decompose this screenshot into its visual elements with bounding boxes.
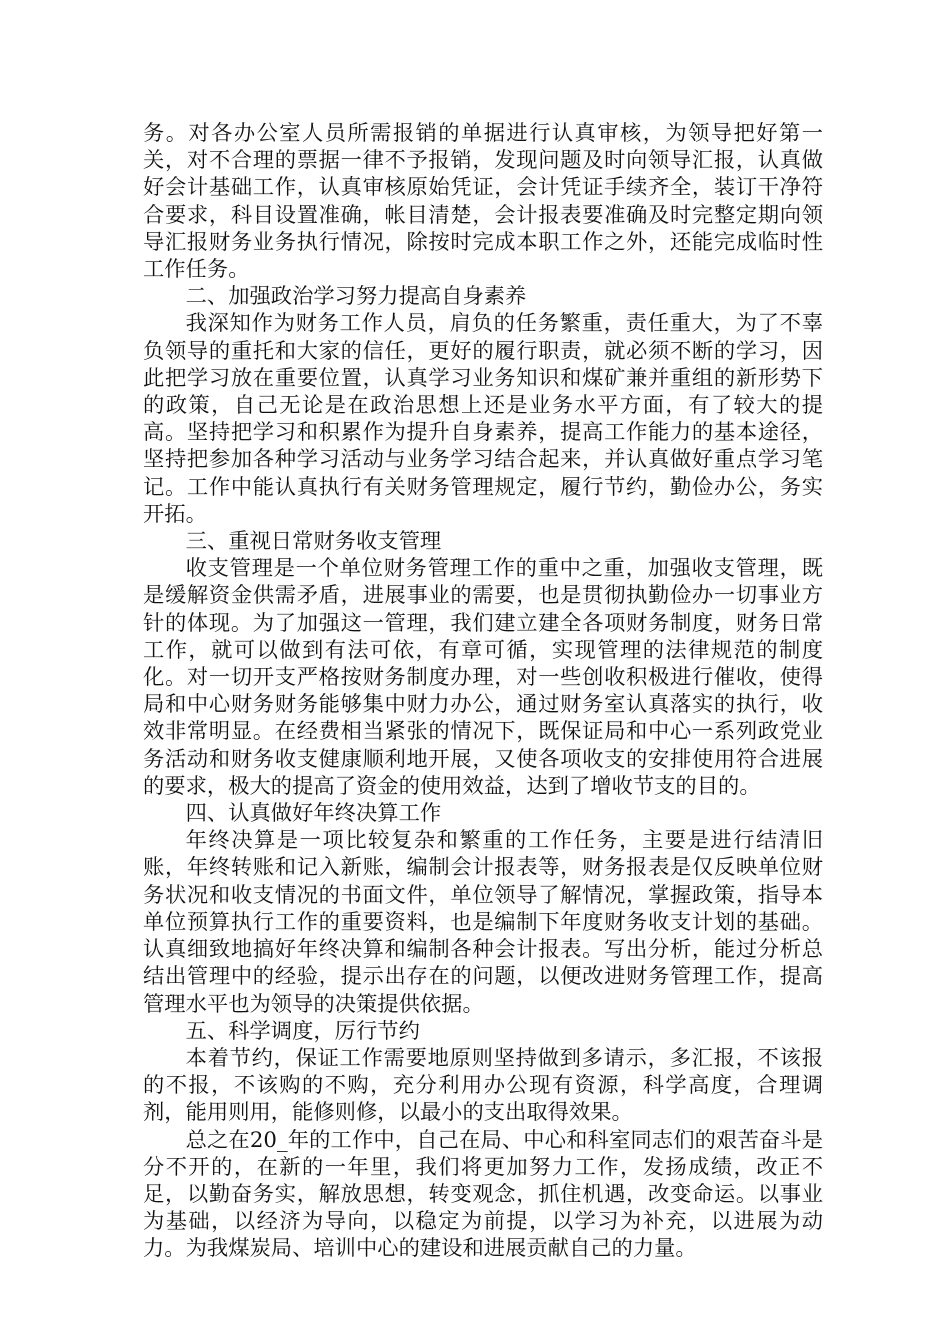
paragraph-continuation: 务。对各办公室人员所需报销的单据进行认真审核，为领导把好第一关，对不合理的票据一律不予报销，发现问题及时向领导汇报，认真做好会计基础工作，认真审核原始凭证，会计凭证手续齐全，装订干净符合要求，科目设置准确，帐目清楚，会计报表要准确及时完整定期向领导汇报财务业务执行情况，除按时完成本职工作之外，还能完成临时性工作任务。 (143, 121, 823, 283)
section-heading-5: 五、科学调度，厉行节约 (185, 1018, 420, 1044)
paragraph-study: 我深知作为财务工作人员，肩负的任务繁重，责任重大，为了不辜负领导的重托和大家的信任，更好的履行职责，就必须不断的学习，因此把学习放在重要位置，认真学习业务知识和煤矿兼并重组的新形势下的政策，自己无论是在政治思想上还是业务水平方面，有了较大的提高。坚持把学习和积累作为提升自身素养，提高工作能力的基本途径，坚持把参加各种学习活动与业务学习结合起来，并认真做好重点学习笔记。工作中能认真执行有关财务管理规定，履行节约，勤俭办公，务实开拓。 (143, 311, 823, 527)
section-heading-3: 三、重视日常财务收支管理 (185, 529, 442, 555)
document-body (143, 120, 823, 1263)
paragraph-revenue-expense: 收支管理是一个单位财务管理工作的重中之重，加强收支管理，既是缓解资金供需矛盾，进展事业的需要，也是贯彻执勤俭办一切事业方针的体现。为了加强这一管理，我们建立建全各项财务制度，财务日常工作，就可以做到有法可依，有章可循，实现管理的法律规范的制度化。对一切开支严格按财务制度办理，对一些创收积极进行催收，使得局和中心财务财务能够集中财力办公，通过财务室认真落实的执行，收效非常明显。在经费相当紧张的情况下，既保证局和中心一系列政党业务活动和财务收支健康顺利地开展，又使各项收支的安排使用符合进展的要求，极大的提高了资金的使用效益，达到了增收节支的目的。 (143, 556, 823, 799)
paragraph-economy: 本着节约，保证工作需要地原则坚持做到多请示，多汇报，不该报的不报，不该购的不购，充分利用办公现有资源，科学高度，合理调剂，能用则用，能修则修，以最小的支出取得效果。 (143, 1045, 823, 1126)
paragraph-year-end: 年终决算是一项比较复杂和繁重的工作任务，主要是进行结清旧账，年终转账和记入新账，编制会计报表等，财务报表是仅反映单位财务状况和收支情况的书面文件，单位领导了解情况，掌握政策，指导本单位预算执行工作的重要资料，也是编制下年度财务收支计划的基础。认真细致地搞好年终决算和编制各种会计报表。写出分析，能过分析总结出管理中的经验，提示出存在的问题，以便改进财务管理工作，提高管理水平也为领导的决策提供依据。 (143, 828, 823, 1017)
section-heading-4: 四、认真做好年终决算工作 (185, 801, 442, 827)
paragraph-summary: 总之在20_年的工作中，自己在局、中心和科室同志们的艰苦奋斗是分不开的，在新的一年里，我们将更加努力工作，发扬成绩，改正不足，以勤奋务实，解放思想，转变观念，抓住机遇，改变命运。以事业为基础，以经济为导向，以稳定为前提，以学习为补充，以进展为动力。为我煤炭局、培训中心的建设和进展贡献自己的力量。 (143, 1127, 823, 1262)
section-heading-2: 二、加强政治学习努力提高自身素养 (185, 284, 527, 310)
